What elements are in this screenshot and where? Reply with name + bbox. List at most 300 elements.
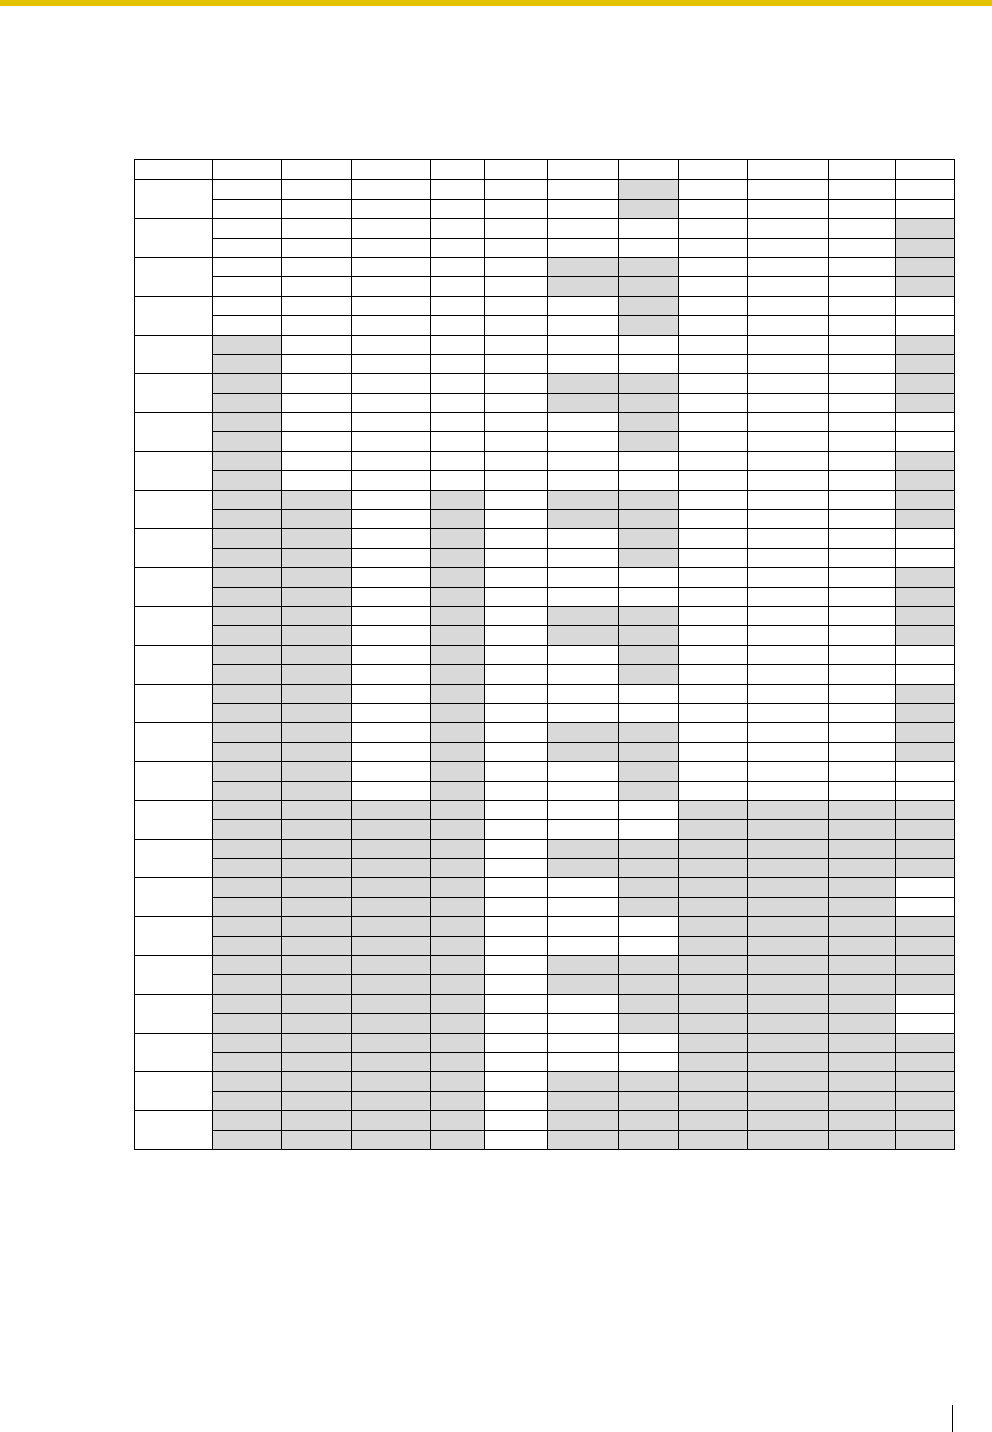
- shaded-cell: [213, 1130, 282, 1149]
- shaded-cell: [619, 510, 679, 529]
- shaded-cell: [213, 762, 282, 781]
- blank-cell: [829, 238, 896, 257]
- blank-cell: [679, 665, 748, 684]
- table-row: [135, 897, 955, 916]
- header-cell: [748, 160, 829, 180]
- blank-cell: [896, 199, 955, 218]
- blank-cell: [431, 451, 485, 470]
- shaded-cell: [896, 510, 955, 529]
- shaded-cell: [548, 1091, 619, 1110]
- shaded-cell: [352, 917, 431, 936]
- shaded-cell: [431, 1072, 485, 1091]
- blank-cell: [679, 703, 748, 722]
- blank-cell: [352, 393, 431, 412]
- blank-cell: [282, 296, 352, 315]
- row-group-label: [135, 800, 213, 839]
- blank-cell: [485, 607, 548, 626]
- blank-cell: [548, 432, 619, 451]
- blank-cell: [896, 180, 955, 199]
- blank-cell: [748, 180, 829, 199]
- header-cell: [548, 160, 619, 180]
- blank-cell: [679, 742, 748, 761]
- shaded-cell: [352, 956, 431, 975]
- shaded-cell: [282, 917, 352, 936]
- shaded-cell: [352, 1033, 431, 1052]
- header-cell: [352, 160, 431, 180]
- table-row: [135, 742, 955, 761]
- shaded-cell: [896, 917, 955, 936]
- table-row: [135, 1111, 955, 1130]
- shaded-cell: [619, 180, 679, 199]
- blank-cell: [748, 296, 829, 315]
- shaded-cell: [213, 975, 282, 994]
- table-row: [135, 1091, 955, 1110]
- table-row: [135, 490, 955, 509]
- blank-cell: [829, 180, 896, 199]
- shaded-cell: [282, 529, 352, 548]
- shaded-cell: [619, 296, 679, 315]
- shaded-cell: [431, 762, 485, 781]
- blank-cell: [282, 413, 352, 432]
- blank-cell: [896, 413, 955, 432]
- shaded-cell: [431, 859, 485, 878]
- blank-cell: [748, 645, 829, 664]
- blank-cell: [548, 180, 619, 199]
- blank-cell: [352, 665, 431, 684]
- table-row: [135, 354, 955, 373]
- blank-cell: [619, 1052, 679, 1071]
- shaded-cell: [352, 1052, 431, 1071]
- shaded-cell: [282, 510, 352, 529]
- shaded-cell: [619, 742, 679, 761]
- blank-cell: [431, 257, 485, 276]
- blank-cell: [352, 723, 431, 742]
- blank-cell: [352, 762, 431, 781]
- blank-cell: [352, 607, 431, 626]
- blank-cell: [548, 1033, 619, 1052]
- shaded-cell: [548, 277, 619, 296]
- shaded-cell: [282, 490, 352, 509]
- row-group-label: [135, 296, 213, 335]
- shaded-cell: [431, 781, 485, 800]
- table-row: [135, 451, 955, 470]
- blank-cell: [748, 471, 829, 490]
- shaded-cell: [548, 1072, 619, 1091]
- shaded-cell: [548, 723, 619, 742]
- shaded-cell: [213, 703, 282, 722]
- blank-cell: [679, 587, 748, 606]
- shaded-cell: [431, 626, 485, 645]
- blank-cell: [485, 1052, 548, 1071]
- blank-cell: [548, 587, 619, 606]
- shaded-cell: [213, 917, 282, 936]
- blank-cell: [829, 665, 896, 684]
- shaded-cell: [748, 956, 829, 975]
- blank-cell: [213, 180, 282, 199]
- table-row: [135, 587, 955, 606]
- blank-cell: [619, 335, 679, 354]
- shaded-cell: [213, 432, 282, 451]
- blank-cell: [748, 548, 829, 567]
- blank-cell: [748, 316, 829, 335]
- table-row: [135, 994, 955, 1013]
- shaded-cell: [619, 1014, 679, 1033]
- blank-cell: [431, 335, 485, 354]
- shaded-cell: [548, 859, 619, 878]
- blank-cell: [485, 529, 548, 548]
- shaded-cell: [679, 1033, 748, 1052]
- shaded-cell: [748, 839, 829, 858]
- blank-cell: [679, 490, 748, 509]
- table-row: [135, 800, 955, 819]
- shaded-cell: [282, 665, 352, 684]
- blank-cell: [829, 684, 896, 703]
- shaded-cell: [431, 510, 485, 529]
- shaded-cell: [213, 626, 282, 645]
- blank-cell: [548, 897, 619, 916]
- blank-cell: [213, 238, 282, 257]
- shaded-cell: [548, 374, 619, 393]
- shaded-cell: [213, 568, 282, 587]
- shaded-cell: [282, 975, 352, 994]
- blank-cell: [619, 238, 679, 257]
- blank-cell: [485, 762, 548, 781]
- shaded-cell: [548, 510, 619, 529]
- row-group-label: [135, 451, 213, 490]
- shaded-cell: [431, 839, 485, 858]
- blank-cell: [679, 626, 748, 645]
- table-row: [135, 762, 955, 781]
- shaded-cell: [282, 742, 352, 761]
- blank-cell: [896, 645, 955, 664]
- blank-cell: [548, 238, 619, 257]
- table-row: [135, 607, 955, 626]
- blank-cell: [282, 199, 352, 218]
- shaded-cell: [213, 684, 282, 703]
- shaded-cell: [829, 936, 896, 955]
- shaded-cell: [213, 645, 282, 664]
- shaded-cell: [213, 723, 282, 742]
- table-row: [135, 626, 955, 645]
- blank-cell: [829, 393, 896, 412]
- shaded-cell: [282, 1052, 352, 1071]
- shaded-cell: [213, 956, 282, 975]
- shaded-cell: [896, 1072, 955, 1091]
- shaded-cell: [679, 917, 748, 936]
- shaded-cell: [282, 781, 352, 800]
- blank-cell: [485, 1072, 548, 1091]
- blank-cell: [431, 316, 485, 335]
- shaded-cell: [748, 1130, 829, 1149]
- shaded-cell: [896, 975, 955, 994]
- blank-cell: [829, 510, 896, 529]
- shaded-cell: [896, 490, 955, 509]
- table-row: [135, 684, 955, 703]
- blank-cell: [282, 354, 352, 373]
- shaded-cell: [896, 859, 955, 878]
- blank-cell: [548, 471, 619, 490]
- blank-cell: [485, 665, 548, 684]
- shaded-cell: [282, 607, 352, 626]
- header-cell: [619, 160, 679, 180]
- row-group-label: [135, 568, 213, 607]
- row-group-label: [135, 607, 213, 646]
- blank-cell: [896, 781, 955, 800]
- table-body: [135, 160, 955, 1150]
- table-row: [135, 238, 955, 257]
- blank-cell: [485, 316, 548, 335]
- blank-cell: [431, 219, 485, 238]
- row-group-label: [135, 994, 213, 1033]
- blank-cell: [679, 199, 748, 218]
- blank-cell: [431, 238, 485, 257]
- blank-cell: [352, 587, 431, 606]
- shaded-cell: [619, 316, 679, 335]
- shaded-cell: [431, 1052, 485, 1071]
- blank-cell: [352, 684, 431, 703]
- blank-cell: [352, 451, 431, 470]
- blank-cell: [748, 723, 829, 742]
- shaded-cell: [213, 607, 282, 626]
- blank-cell: [679, 451, 748, 470]
- blank-cell: [352, 529, 431, 548]
- blank-cell: [485, 374, 548, 393]
- blank-cell: [619, 820, 679, 839]
- shaded-cell: [679, 1091, 748, 1110]
- blank-cell: [485, 277, 548, 296]
- shaded-cell: [213, 529, 282, 548]
- blank-cell: [679, 568, 748, 587]
- blank-cell: [282, 451, 352, 470]
- shaded-cell: [896, 1052, 955, 1071]
- shaded-cell: [548, 839, 619, 858]
- blank-cell: [431, 432, 485, 451]
- shaded-cell: [282, 936, 352, 955]
- shaded-cell: [896, 956, 955, 975]
- blank-cell: [485, 335, 548, 354]
- shaded-cell: [431, 723, 485, 742]
- shaded-cell: [679, 1014, 748, 1033]
- row-group-label: [135, 878, 213, 917]
- blank-cell: [748, 665, 829, 684]
- header-cell: [829, 160, 896, 180]
- shaded-cell: [352, 859, 431, 878]
- blank-cell: [748, 393, 829, 412]
- blank-cell: [352, 354, 431, 373]
- blank-cell: [679, 529, 748, 548]
- shaded-cell: [213, 490, 282, 509]
- shaded-cell: [896, 1111, 955, 1130]
- blank-cell: [829, 607, 896, 626]
- blank-cell: [619, 936, 679, 955]
- blank-cell: [485, 548, 548, 567]
- header-cell: [896, 160, 955, 180]
- shaded-cell: [431, 548, 485, 567]
- blank-cell: [548, 1014, 619, 1033]
- blank-cell: [829, 413, 896, 432]
- blank-cell: [679, 374, 748, 393]
- table-row: [135, 781, 955, 800]
- shaded-cell: [282, 645, 352, 664]
- shaded-cell: [679, 800, 748, 819]
- shaded-cell: [282, 587, 352, 606]
- blank-cell: [679, 238, 748, 257]
- shaded-cell: [748, 859, 829, 878]
- blank-cell: [352, 432, 431, 451]
- blank-cell: [431, 393, 485, 412]
- shaded-cell: [896, 354, 955, 373]
- shaded-cell: [748, 975, 829, 994]
- shaded-cell: [213, 820, 282, 839]
- blank-cell: [548, 762, 619, 781]
- blank-cell: [829, 568, 896, 587]
- shaded-cell: [748, 1072, 829, 1091]
- table-row: [135, 723, 955, 742]
- header-cell: [485, 160, 548, 180]
- table-row: [135, 878, 955, 897]
- blank-cell: [352, 510, 431, 529]
- shaded-cell: [282, 703, 352, 722]
- row-group-label: [135, 762, 213, 801]
- shaded-cell: [619, 1072, 679, 1091]
- shaded-cell: [282, 684, 352, 703]
- shaded-cell: [896, 219, 955, 238]
- shaded-cell: [282, 568, 352, 587]
- blank-cell: [748, 432, 829, 451]
- blank-cell: [485, 568, 548, 587]
- shaded-cell: [548, 607, 619, 626]
- shaded-cell: [896, 1033, 955, 1052]
- blank-cell: [485, 703, 548, 722]
- shaded-cell: [619, 723, 679, 742]
- blank-cell: [485, 1033, 548, 1052]
- shaded-cell: [619, 490, 679, 509]
- blank-cell: [282, 238, 352, 257]
- shaded-cell: [829, 994, 896, 1013]
- blank-cell: [431, 354, 485, 373]
- shaded-cell: [548, 1111, 619, 1130]
- shaded-cell: [896, 800, 955, 819]
- shaded-cell: [619, 199, 679, 218]
- shaded-cell: [829, 800, 896, 819]
- blank-cell: [352, 257, 431, 276]
- blank-cell: [485, 219, 548, 238]
- shaded-cell: [282, 1111, 352, 1130]
- blank-cell: [829, 471, 896, 490]
- shaded-cell: [896, 257, 955, 276]
- shaded-cell: [282, 878, 352, 897]
- blank-cell: [431, 471, 485, 490]
- blank-cell: [679, 296, 748, 315]
- blank-cell: [431, 296, 485, 315]
- shaded-cell: [679, 1072, 748, 1091]
- blank-cell: [829, 432, 896, 451]
- blank-cell: [485, 490, 548, 509]
- blank-cell: [896, 296, 955, 315]
- shaded-cell: [548, 257, 619, 276]
- blank-cell: [748, 277, 829, 296]
- shaded-cell: [282, 762, 352, 781]
- shaded-cell: [679, 859, 748, 878]
- shaded-cell: [619, 859, 679, 878]
- table-row: [135, 316, 955, 335]
- blank-cell: [485, 413, 548, 432]
- blank-cell: [748, 703, 829, 722]
- shaded-cell: [282, 839, 352, 858]
- shaded-cell: [352, 936, 431, 955]
- blank-cell: [548, 451, 619, 470]
- shaded-cell: [679, 956, 748, 975]
- blank-cell: [485, 296, 548, 315]
- row-group-label: [135, 413, 213, 452]
- blank-cell: [748, 374, 829, 393]
- blank-cell: [896, 316, 955, 335]
- shaded-cell: [748, 878, 829, 897]
- blank-cell: [679, 354, 748, 373]
- blank-cell: [352, 238, 431, 257]
- page-edge-rule: [952, 1405, 953, 1432]
- shaded-cell: [282, 800, 352, 819]
- blank-cell: [829, 781, 896, 800]
- shaded-cell: [896, 742, 955, 761]
- blank-cell: [679, 471, 748, 490]
- blank-cell: [485, 432, 548, 451]
- blank-cell: [548, 199, 619, 218]
- shaded-cell: [282, 626, 352, 645]
- shaded-cell: [213, 936, 282, 955]
- shaded-cell: [829, 859, 896, 878]
- blank-cell: [679, 607, 748, 626]
- shaded-cell: [679, 820, 748, 839]
- blank-cell: [431, 199, 485, 218]
- shaded-cell: [548, 393, 619, 412]
- blank-cell: [548, 684, 619, 703]
- table-row: [135, 219, 955, 238]
- blank-cell: [679, 180, 748, 199]
- shaded-cell: [213, 1091, 282, 1110]
- blank-cell: [829, 451, 896, 470]
- blank-cell: [896, 762, 955, 781]
- blank-cell: [748, 626, 829, 645]
- blank-cell: [748, 257, 829, 276]
- shaded-cell: [548, 1130, 619, 1149]
- shaded-cell: [431, 1130, 485, 1149]
- blank-cell: [896, 878, 955, 897]
- shaded-cell: [282, 1130, 352, 1149]
- shaded-cell: [213, 1033, 282, 1052]
- shaded-cell: [213, 587, 282, 606]
- shaded-cell: [829, 1033, 896, 1052]
- blank-cell: [548, 800, 619, 819]
- table-row: [135, 645, 955, 664]
- shaded-cell: [896, 335, 955, 354]
- blank-cell: [896, 529, 955, 548]
- shaded-cell: [352, 1072, 431, 1091]
- blank-cell: [485, 800, 548, 819]
- table-row: [135, 917, 955, 936]
- row-group-label: [135, 335, 213, 374]
- shaded-cell: [829, 1091, 896, 1110]
- blank-cell: [619, 451, 679, 470]
- blank-cell: [829, 626, 896, 645]
- shaded-cell: [282, 897, 352, 916]
- shaded-cell: [213, 374, 282, 393]
- blank-cell: [548, 219, 619, 238]
- shaded-cell: [213, 665, 282, 684]
- blank-cell: [679, 781, 748, 800]
- shaded-cell: [352, 839, 431, 858]
- shaded-cell: [619, 994, 679, 1013]
